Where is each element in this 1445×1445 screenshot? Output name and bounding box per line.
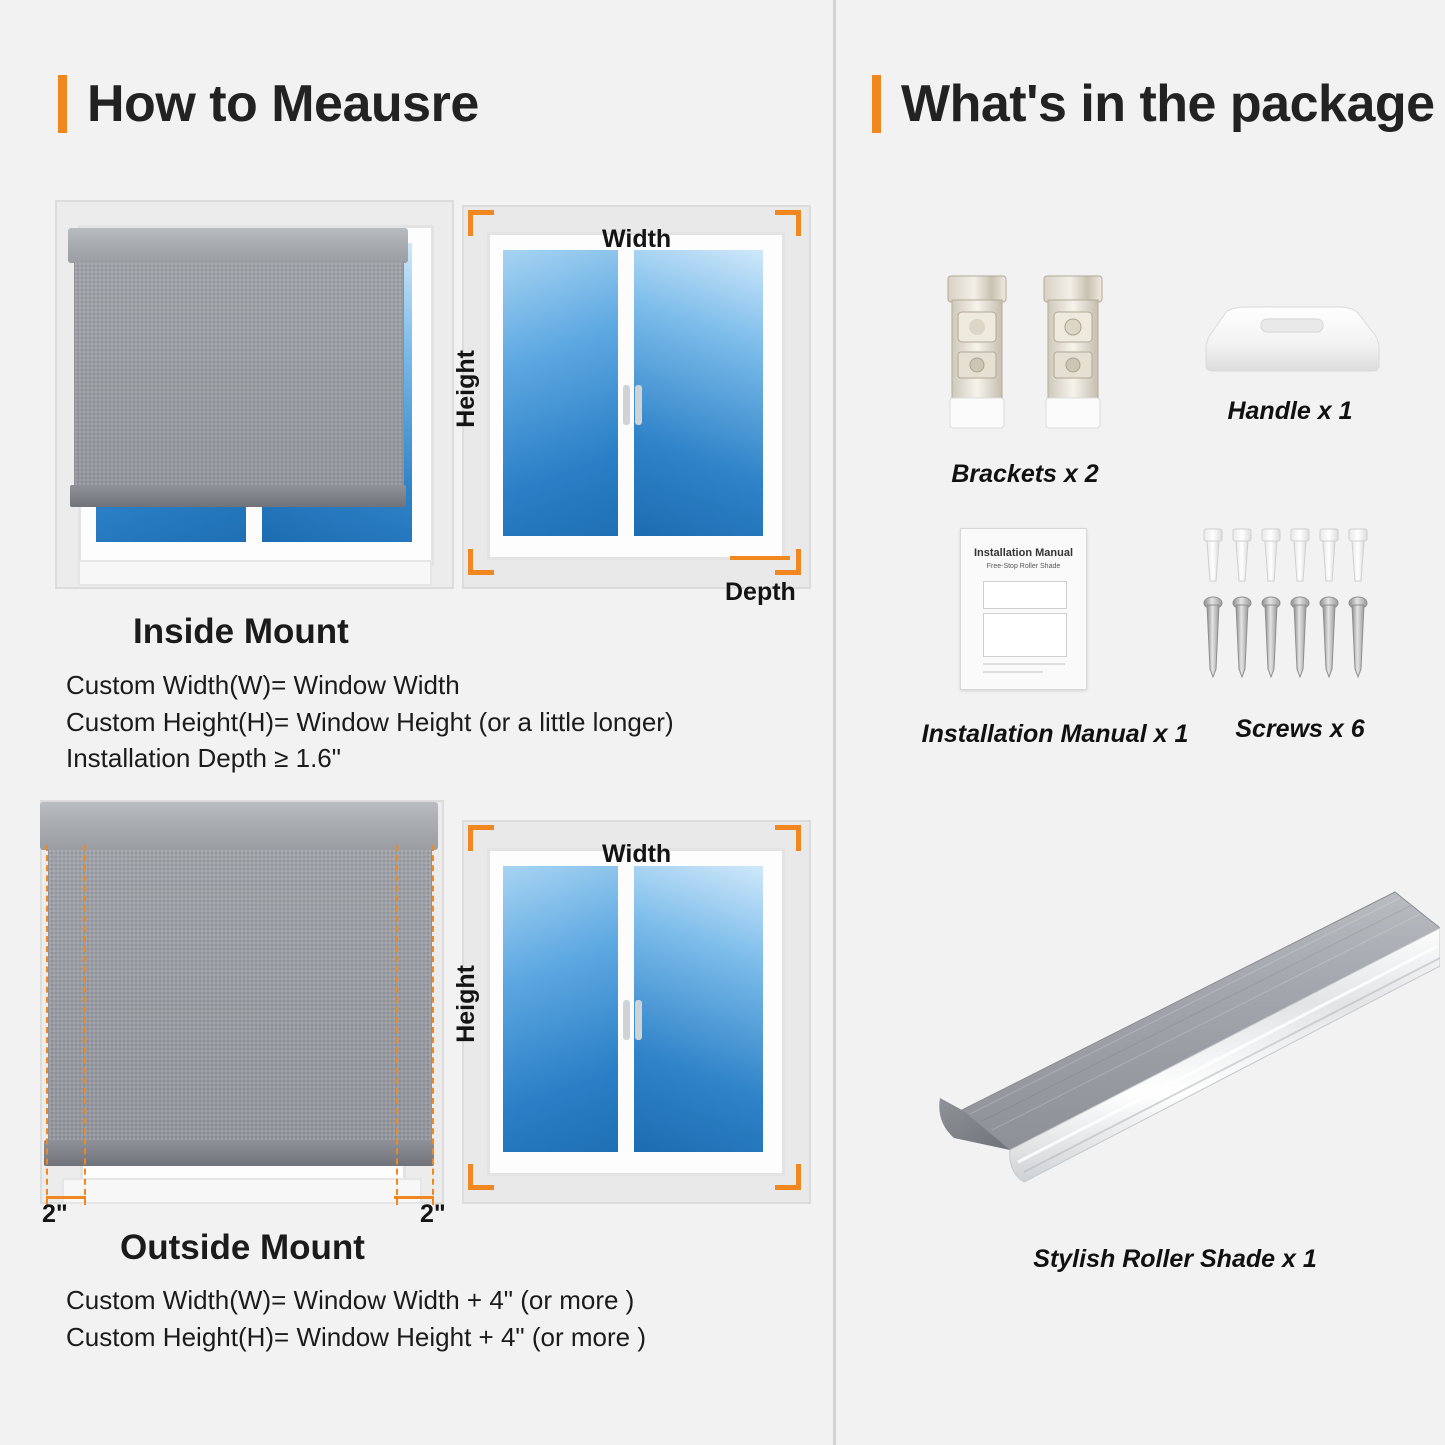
corner-mark-bl-v-2 [468,1164,473,1190]
panel-divider [833,0,836,1445]
window-handle-left-outside [623,1000,630,1040]
corner-mark-tl-v-2 [468,825,473,851]
inside-spec-3: Installation Depth ≥ 1.6" [66,743,341,773]
shade-bottom-rail-inside [70,485,406,507]
outside-spec-1: Custom Width(W)= Window Width + 4" (or more ) [66,1285,635,1315]
corner-mark-br-v [796,549,801,575]
corner-mark-bl-v [468,549,473,575]
window-handle-right-outside [635,1000,642,1040]
overhang-dash-right-inner [396,845,398,1205]
measure-glass-right-inside [634,250,763,536]
window-handle-right-inside [635,385,642,425]
manual-figure-top [983,581,1067,609]
outside-spec-2: Custom Height(H)= Window Height + 4" (or more ) [66,1322,646,1352]
measure-glass-left-outside [503,866,618,1152]
screws-icon [1200,525,1390,690]
overhang-dash-left-inner [84,845,86,1205]
dim-depth-inside: Depth [725,578,796,606]
shade-headrail-inside [68,228,408,263]
handle-label: Handle x 1 [1227,397,1353,425]
right-panel-title: What's in the package [901,75,1435,133]
manual-cover-title: Installation Manual [973,547,1073,559]
overhang-dash-left [46,845,48,1205]
installation-manual-label: Installation Manual x 1 [921,720,1189,748]
handle-icon [1205,305,1380,385]
window-sill-inside [78,560,432,586]
roller-shade-icon [900,870,1440,1200]
screws-label: Screws x 6 [1235,715,1365,743]
window-sill-outside [62,1178,422,1204]
corner-mark-tr-v [796,210,801,236]
dim-width-outside: Width [602,840,672,868]
inside-spec-2: Custom Height(H)= Window Height (or a little longer) [66,707,674,737]
inside-mount-heading: Inside Mount [133,612,349,651]
corner-mark-tl-v [468,210,473,236]
corner-mark-tr-v-2 [796,825,801,851]
brackets-label: Brackets x 2 [951,460,1099,488]
shade-fabric-inside [74,263,404,485]
depth-pointer [730,556,790,560]
left-panel-heading [58,74,479,134]
shade-headrail-outside [40,802,438,850]
manual-rule-1 [983,663,1065,665]
brackets-icon [938,272,1118,447]
outside-mount-heading: Outside Mount [120,1228,365,1267]
heading-accent-bar [58,75,67,133]
manual-figure-main [983,613,1067,657]
window-handle-left-inside [623,385,630,425]
overhang-arrow-right [394,1196,434,1199]
overhang-arrow-left [46,1196,86,1199]
manual-cover-subtitle: Free-Stop Roller Shade [986,563,1061,570]
overhang-dash-right [432,845,434,1205]
overhang-label-right: 2" [420,1200,446,1228]
roller-shade-label: Stylish Roller Shade x 1 [1033,1245,1317,1273]
overhang-label-left: 2" [42,1200,68,1228]
corner-mark-br-v-2 [796,1164,801,1190]
dim-height-inside: Height [452,350,480,428]
inside-spec-1: Custom Width(W)= Window Width [66,670,460,700]
heading-accent-bar-2 [872,75,881,133]
left-panel-title: How to Meausre [87,75,479,133]
dim-height-outside: Height [452,965,480,1043]
right-panel-heading [872,74,1435,134]
installation-manual-icon [960,528,1087,690]
manual-rule-2 [983,671,1043,673]
measure-glass-left-inside [503,250,618,536]
shade-bottom-rail-outside [44,1140,434,1166]
shade-fabric-outside [48,850,432,1140]
measure-glass-right-outside [634,866,763,1152]
dim-width-inside: Width [602,225,672,253]
